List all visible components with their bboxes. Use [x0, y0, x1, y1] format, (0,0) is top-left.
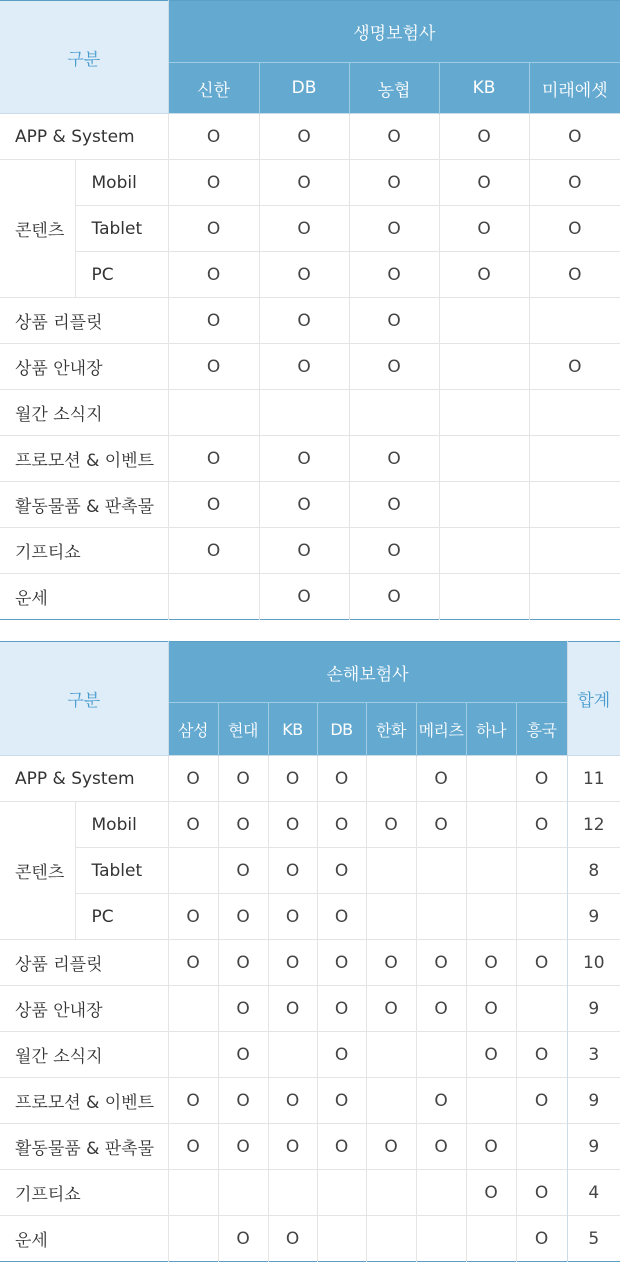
- total-cell: 9: [567, 986, 620, 1032]
- mark-cell: [366, 848, 416, 894]
- mark-cell: O: [268, 802, 317, 848]
- mark-cell: [439, 344, 529, 390]
- row-sub-label: Mobil: [75, 802, 168, 848]
- row-label: 상품 안내장: [0, 986, 168, 1032]
- mark-cell: [529, 574, 620, 620]
- mark-cell: O: [218, 894, 268, 940]
- mark-cell: O: [268, 1216, 317, 1262]
- table-row: [0, 894, 620, 940]
- total-cell: 11: [567, 756, 620, 802]
- mark-cell: O: [416, 986, 466, 1032]
- mark-cell: [516, 894, 567, 940]
- mark-cell: O: [259, 344, 349, 390]
- mark-cell: [259, 390, 349, 436]
- mark-cell: O: [259, 482, 349, 528]
- mark-cell: [529, 298, 620, 344]
- table-row: [0, 756, 620, 802]
- mark-cell: O: [439, 252, 529, 298]
- company-header: 메리츠: [416, 703, 466, 756]
- mark-cell: O: [529, 344, 620, 390]
- row-label: APP & System: [0, 756, 168, 802]
- mark-cell: O: [259, 252, 349, 298]
- mark-cell: [168, 986, 218, 1032]
- mark-cell: O: [529, 252, 620, 298]
- mark-cell: O: [259, 160, 349, 206]
- mark-cell: O: [466, 1032, 516, 1078]
- table-row: [0, 298, 620, 344]
- company-header: 현대: [218, 703, 268, 756]
- mark-cell: O: [349, 252, 439, 298]
- mark-cell: O: [168, 344, 259, 390]
- row-label: 상품 리플릿: [0, 940, 168, 986]
- table-row: [0, 848, 620, 894]
- mark-cell: O: [317, 894, 366, 940]
- mark-cell: O: [317, 1124, 366, 1170]
- mark-cell: O: [259, 298, 349, 344]
- row-sub-label: Tablet: [75, 206, 168, 252]
- mark-cell: O: [317, 802, 366, 848]
- mark-cell: O: [516, 802, 567, 848]
- table-row: [0, 528, 620, 574]
- mark-cell: [516, 986, 567, 1032]
- mark-cell: O: [259, 528, 349, 574]
- mark-cell: [466, 894, 516, 940]
- mark-cell: O: [268, 1078, 317, 1124]
- mark-cell: O: [349, 114, 439, 160]
- mark-cell: O: [268, 756, 317, 802]
- mark-cell: O: [168, 894, 218, 940]
- table-row: [0, 1124, 620, 1170]
- row-label: 월간 소식지: [0, 1032, 168, 1078]
- mark-cell: O: [168, 940, 218, 986]
- mark-cell: [366, 1032, 416, 1078]
- mark-cell: O: [349, 528, 439, 574]
- mark-cell: O: [516, 1078, 567, 1124]
- mark-cell: O: [218, 1124, 268, 1170]
- table-row: [0, 1170, 620, 1216]
- row-label: 운세: [0, 1216, 168, 1262]
- mark-cell: [366, 1170, 416, 1216]
- mark-cell: [366, 756, 416, 802]
- row-label: 상품 안내장: [0, 344, 168, 390]
- mark-cell: [218, 1170, 268, 1216]
- mark-cell: [529, 528, 620, 574]
- mark-cell: O: [168, 160, 259, 206]
- company-header: 하나: [466, 703, 516, 756]
- row-sub-label: PC: [75, 894, 168, 940]
- mark-cell: O: [317, 756, 366, 802]
- company-header: 삼성: [168, 703, 218, 756]
- mark-cell: O: [317, 940, 366, 986]
- mark-cell: [466, 1078, 516, 1124]
- mark-cell: O: [439, 206, 529, 252]
- mark-cell: [466, 1216, 516, 1262]
- mark-cell: [268, 1032, 317, 1078]
- mark-cell: [168, 848, 218, 894]
- mark-cell: O: [168, 802, 218, 848]
- life-insurance-table: [0, 0, 620, 620]
- company-header: 신한: [168, 63, 259, 114]
- table-row: [0, 574, 620, 620]
- table-row: [0, 986, 620, 1032]
- total-cell: 5: [567, 1216, 620, 1262]
- mark-cell: [516, 1124, 567, 1170]
- mark-cell: O: [168, 206, 259, 252]
- mark-cell: O: [268, 894, 317, 940]
- mark-cell: O: [218, 986, 268, 1032]
- mark-cell: O: [317, 986, 366, 1032]
- mark-cell: O: [168, 114, 259, 160]
- company-header: 한화: [366, 703, 416, 756]
- mark-cell: O: [516, 1170, 567, 1216]
- mark-cell: O: [259, 206, 349, 252]
- mark-cell: O: [416, 802, 466, 848]
- mark-cell: O: [168, 1078, 218, 1124]
- mark-cell: O: [366, 986, 416, 1032]
- mark-cell: [439, 528, 529, 574]
- category-header: 구분: [0, 1, 168, 114]
- mark-cell: O: [529, 114, 620, 160]
- category-header: 구분: [0, 642, 168, 756]
- mark-cell: [416, 894, 466, 940]
- table-row: [0, 940, 620, 986]
- mark-cell: O: [516, 1216, 567, 1262]
- row-label: 월간 소식지: [0, 390, 168, 436]
- total-cell: 8: [567, 848, 620, 894]
- row-sub-label: Mobil: [75, 160, 168, 206]
- mark-cell: O: [366, 940, 416, 986]
- table-row: [0, 206, 620, 252]
- company-header: DB: [317, 703, 366, 756]
- mark-cell: O: [439, 114, 529, 160]
- mark-cell: O: [349, 160, 439, 206]
- table-row: [0, 482, 620, 528]
- mark-cell: O: [349, 206, 439, 252]
- total-cell: 9: [567, 1078, 620, 1124]
- mark-cell: O: [439, 160, 529, 206]
- company-header: KB: [439, 63, 529, 114]
- row-label: 기프티쇼: [0, 1170, 168, 1216]
- mark-cell: O: [366, 1124, 416, 1170]
- mark-cell: O: [416, 1124, 466, 1170]
- mark-cell: O: [516, 940, 567, 986]
- company-header: 농협: [349, 63, 439, 114]
- mark-cell: O: [366, 802, 416, 848]
- mark-cell: O: [349, 298, 439, 344]
- row-label: 활동물품 & 판촉물: [0, 1124, 168, 1170]
- mark-cell: [466, 802, 516, 848]
- mark-cell: [439, 574, 529, 620]
- mark-cell: O: [168, 482, 259, 528]
- mark-cell: O: [349, 574, 439, 620]
- mark-cell: O: [268, 848, 317, 894]
- table-row: [0, 114, 620, 160]
- nonlife-insurance-header: 손해보험사: [168, 642, 567, 703]
- mark-cell: O: [168, 528, 259, 574]
- table-row: [0, 344, 620, 390]
- mark-cell: O: [259, 436, 349, 482]
- mark-cell: [349, 390, 439, 436]
- mark-cell: O: [218, 1216, 268, 1262]
- mark-cell: [416, 848, 466, 894]
- mark-cell: O: [168, 756, 218, 802]
- table-row: [0, 1216, 620, 1262]
- mark-cell: O: [466, 940, 516, 986]
- row-sub-label: PC: [75, 252, 168, 298]
- mark-cell: [168, 574, 259, 620]
- mark-cell: [168, 1170, 218, 1216]
- total-cell: 9: [567, 894, 620, 940]
- mark-cell: O: [218, 802, 268, 848]
- mark-cell: [168, 390, 259, 436]
- company-header: DB: [259, 63, 349, 114]
- mark-cell: O: [529, 206, 620, 252]
- mark-cell: [516, 848, 567, 894]
- table-row: [0, 1078, 620, 1124]
- mark-cell: O: [168, 298, 259, 344]
- life-insurance-header: 생명보험사: [168, 1, 620, 63]
- mark-cell: [366, 1078, 416, 1124]
- row-label: 활동물품 & 판촉물: [0, 482, 168, 528]
- company-header: 미래에셋: [529, 63, 620, 114]
- company-header: KB: [268, 703, 317, 756]
- mark-cell: O: [416, 756, 466, 802]
- mark-cell: O: [268, 986, 317, 1032]
- mark-cell: O: [317, 1032, 366, 1078]
- mark-cell: O: [168, 252, 259, 298]
- mark-cell: [416, 1032, 466, 1078]
- mark-cell: O: [168, 436, 259, 482]
- mark-cell: [466, 756, 516, 802]
- mark-cell: [268, 1170, 317, 1216]
- table-row: [0, 802, 620, 848]
- mark-cell: O: [529, 160, 620, 206]
- total-header: 합계: [567, 642, 620, 756]
- row-group-label: 콘텐츠: [0, 802, 75, 940]
- mark-cell: [439, 298, 529, 344]
- mark-cell: O: [317, 1078, 366, 1124]
- mark-cell: [529, 390, 620, 436]
- total-cell: 10: [567, 940, 620, 986]
- total-cell: 4: [567, 1170, 620, 1216]
- mark-cell: O: [516, 756, 567, 802]
- mark-cell: [317, 1170, 366, 1216]
- row-label: APP & System: [0, 114, 168, 160]
- mark-cell: O: [349, 436, 439, 482]
- table-row: [0, 160, 620, 206]
- mark-cell: [416, 1170, 466, 1216]
- mark-cell: [439, 482, 529, 528]
- mark-cell: O: [466, 986, 516, 1032]
- row-group-label: 콘텐츠: [0, 160, 75, 298]
- mark-cell: [416, 1216, 466, 1262]
- mark-cell: [466, 848, 516, 894]
- mark-cell: [439, 436, 529, 482]
- mark-cell: O: [349, 344, 439, 390]
- mark-cell: [366, 894, 416, 940]
- row-label: 기프티쇼: [0, 528, 168, 574]
- mark-cell: O: [168, 1124, 218, 1170]
- mark-cell: O: [466, 1124, 516, 1170]
- mark-cell: O: [259, 114, 349, 160]
- mark-cell: [317, 1216, 366, 1262]
- mark-cell: O: [349, 482, 439, 528]
- mark-cell: O: [268, 1124, 317, 1170]
- mark-cell: O: [218, 756, 268, 802]
- mark-cell: O: [259, 574, 349, 620]
- row-label: 상품 리플릿: [0, 298, 168, 344]
- row-label: 프로모션 & 이벤트: [0, 436, 168, 482]
- mark-cell: [529, 482, 620, 528]
- mark-cell: O: [317, 848, 366, 894]
- table-row: [0, 252, 620, 298]
- total-cell: 3: [567, 1032, 620, 1078]
- mark-cell: O: [218, 940, 268, 986]
- nonlife-insurance-table: [0, 641, 620, 1262]
- row-label: 프로모션 & 이벤트: [0, 1078, 168, 1124]
- total-cell: 9: [567, 1124, 620, 1170]
- mark-cell: [366, 1216, 416, 1262]
- mark-cell: [168, 1216, 218, 1262]
- table-row: [0, 436, 620, 482]
- total-cell: 12: [567, 802, 620, 848]
- mark-cell: O: [218, 1078, 268, 1124]
- table-row: [0, 390, 620, 436]
- mark-cell: [529, 436, 620, 482]
- row-sub-label: Tablet: [75, 848, 168, 894]
- mark-cell: O: [416, 940, 466, 986]
- mark-cell: O: [218, 1032, 268, 1078]
- table-row: [0, 1032, 620, 1078]
- row-label: 운세: [0, 574, 168, 620]
- company-header: 흥국: [516, 703, 567, 756]
- mark-cell: O: [466, 1170, 516, 1216]
- mark-cell: [439, 390, 529, 436]
- mark-cell: O: [416, 1078, 466, 1124]
- mark-cell: O: [516, 1032, 567, 1078]
- mark-cell: O: [218, 848, 268, 894]
- mark-cell: [168, 1032, 218, 1078]
- mark-cell: O: [268, 940, 317, 986]
